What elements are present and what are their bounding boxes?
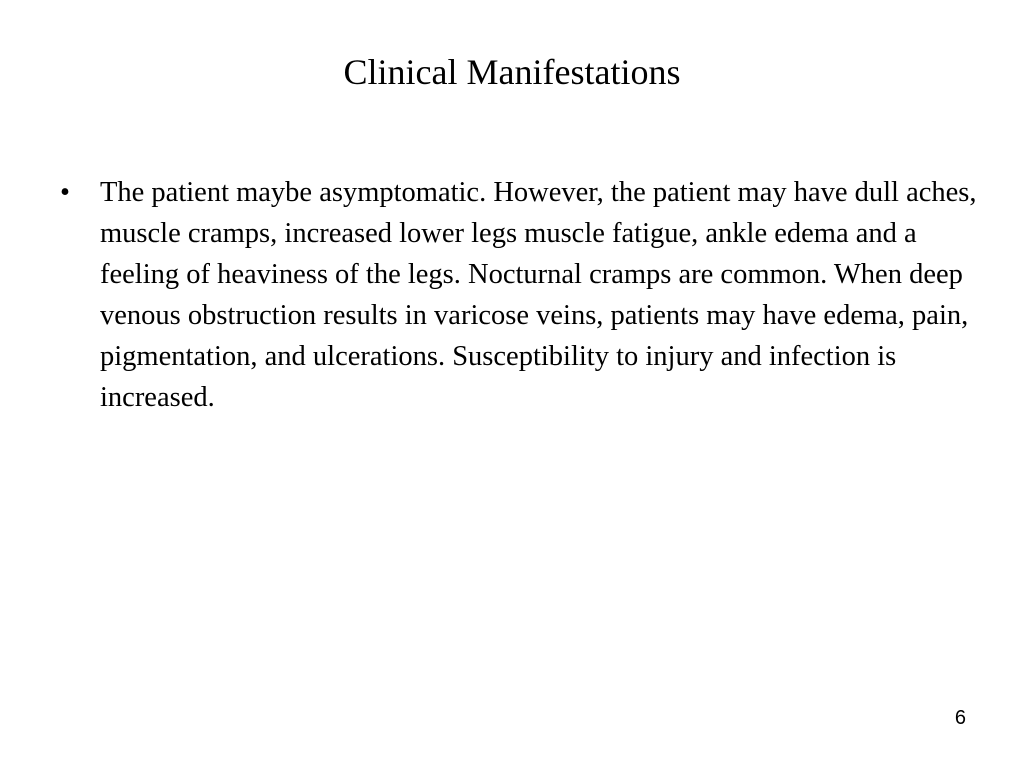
bullet-list	[60, 172, 980, 418]
bullet-text: The patient maybe asymptomatic. However, the patient may have dull aches, muscle cramps, increased lower legs muscle fatigue, ankle edema and a feeling of heaviness of the legs. Nocturnal cramps are common. When deep venous obstruction results in varicose veins, patients may have edema, pain, pigmentation, and ulcerations. Susceptibility to injury and infection is increased.	[100, 177, 977, 413]
page-number: 6	[954, 707, 966, 729]
bullet-icon: •	[60, 177, 70, 208]
slide-title: Clinical Manifestations	[343, 52, 681, 92]
bullet-item	[60, 172, 980, 418]
